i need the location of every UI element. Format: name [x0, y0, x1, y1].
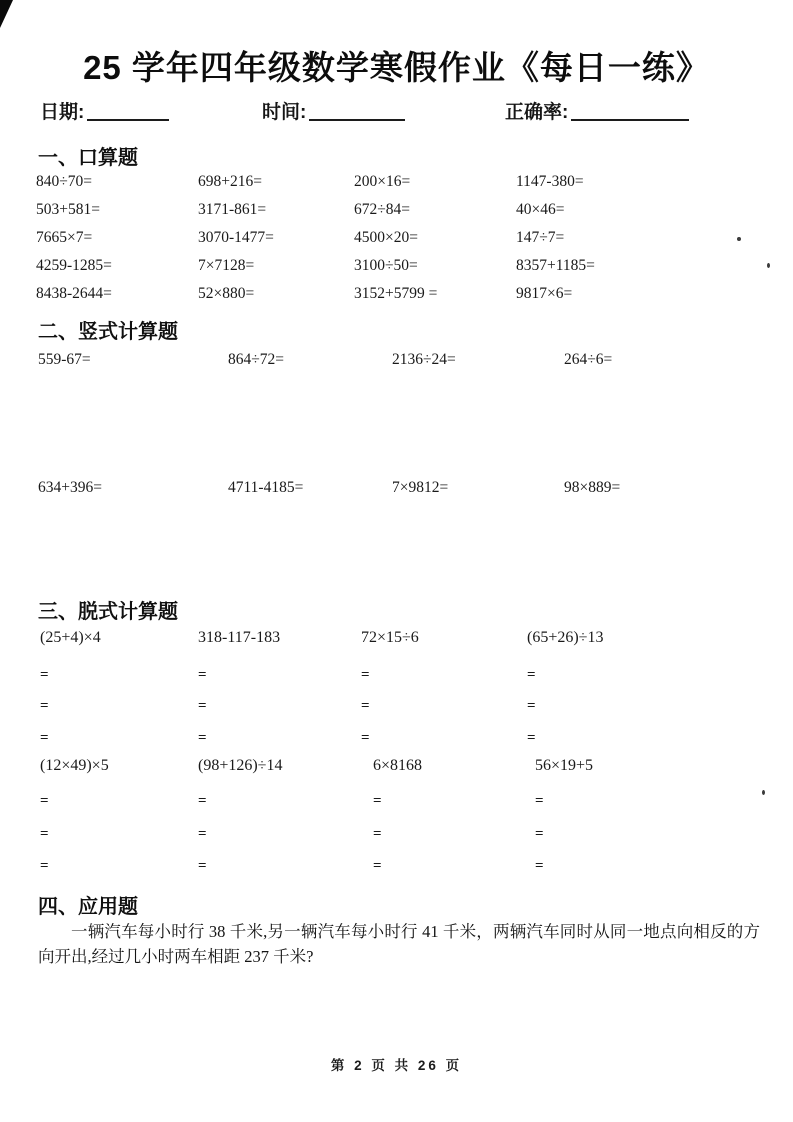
equals-placeholder: = [40, 698, 49, 714]
oral-problem: 8357+1185= [516, 257, 595, 274]
equals-placeholder: = [198, 793, 207, 809]
stepwise-problem: (98+126)÷14 [198, 757, 283, 774]
oral-problem: 9817×6= [516, 285, 573, 302]
equals-placeholder: = [361, 667, 370, 683]
equals-placeholder: = [373, 858, 382, 874]
vertical-problem: 264÷6= [564, 351, 613, 368]
oral-problem: 3070-1477= [198, 229, 274, 246]
equals-placeholder: = [198, 730, 207, 746]
oral-problem: 3171-861= [198, 201, 267, 218]
vertical-problem: 7×9812= [392, 479, 449, 496]
stepwise-problem: 72×15÷6 [361, 629, 419, 646]
vertical-problem: 634+396= [38, 479, 102, 496]
oral-problem: 7665×7= [36, 229, 93, 246]
section-word-problems-heading: 四、应用题 [38, 896, 138, 918]
oral-problem: 8438-2644= [36, 285, 112, 302]
vertical-problems-row [38, 351, 758, 375]
stepwise-problem: (25+4)×4 [40, 629, 101, 646]
equals-placeholder: = [40, 793, 49, 809]
equals-placeholder: = [535, 826, 544, 842]
oral-problem: 672÷84= [354, 201, 410, 218]
equals-placeholder: = [373, 826, 382, 842]
time-field [262, 97, 405, 123]
oral-problem: 503+581= [36, 201, 100, 218]
time-blank [309, 103, 405, 121]
vertical-problem: 98×889= [564, 479, 621, 496]
oral-problem: 7×7128= [198, 257, 255, 274]
equals-placeholder: = [527, 730, 536, 746]
vertical-problem: 4711-4185= [228, 479, 304, 496]
date-field [40, 97, 169, 123]
word-problem-text: 一辆汽车每小时行 38 千米,另一辆汽车每小时行 41 千米，两辆汽车同时从同一地点向相反的方向开出,经过几小时两车相距 237 千米? [38, 922, 760, 966]
page-title: 25 学年四年级数学寒假作业《每日一练》 [83, 49, 710, 86]
oral-problem: 3152+5799 = [354, 285, 438, 302]
vertical-problem: 559-67= [38, 351, 91, 368]
date-label: 日期: [40, 102, 85, 123]
page-footer: 第 2 页 共 26 页 [330, 1058, 463, 1073]
vertical-problems-row [38, 479, 758, 503]
scan-speck [767, 263, 770, 268]
stepwise-problem: (12×49)×5 [40, 757, 109, 774]
oral-problem: 1147-380= [516, 173, 584, 190]
equals-placeholder: = [40, 826, 49, 842]
section-oral-heading: 一、口算题 [38, 147, 138, 169]
equals-placeholder: = [535, 793, 544, 809]
scan-artifact-corner [0, 0, 13, 28]
date-blank [87, 103, 169, 121]
oral-problem: 840÷70= [36, 173, 92, 190]
equals-placeholder: = [40, 730, 49, 746]
section-vertical-heading: 二、竖式计算题 [38, 321, 178, 343]
equals-placeholder: = [40, 858, 49, 874]
equals-placeholder: = [527, 667, 536, 683]
section-stepwise-heading: 三、脱式计算题 [38, 601, 178, 623]
vertical-problem: 2136÷24= [392, 351, 456, 368]
vertical-problem: 864÷72= [228, 351, 284, 368]
oral-problem: 3100÷50= [354, 257, 418, 274]
stepwise-group [40, 629, 758, 762]
equals-placeholder: = [198, 698, 207, 714]
equals-placeholder: = [527, 698, 536, 714]
accuracy-label: 正确率: [505, 102, 569, 123]
equals-placeholder: = [535, 858, 544, 874]
equals-placeholder: = [198, 858, 207, 874]
accuracy-blank [571, 103, 689, 121]
oral-problem: 4259-1285= [36, 257, 112, 274]
equals-placeholder: = [198, 667, 207, 683]
equals-placeholder: = [373, 793, 382, 809]
equals-placeholder: = [361, 730, 370, 746]
stepwise-group [40, 757, 758, 890]
stepwise-problem: 56×19+5 [535, 757, 594, 774]
equals-placeholder: = [40, 667, 49, 683]
oral-problem: 4500×20= [354, 229, 418, 246]
stepwise-problem: 6×8168 [373, 757, 423, 774]
time-label: 时间: [262, 102, 307, 123]
stepwise-problem: (65+26)÷13 [527, 629, 604, 646]
oral-problem: 40×46= [516, 201, 565, 218]
equals-placeholder: = [361, 698, 370, 714]
stepwise-problem: 318-117-183 [198, 629, 281, 646]
oral-problem: 698+216= [198, 173, 262, 190]
oral-problem: 52×880= [198, 285, 255, 302]
accuracy-field [505, 97, 689, 123]
oral-problems-grid [36, 173, 758, 313]
equals-placeholder: = [198, 826, 207, 842]
scan-speck [762, 790, 765, 795]
oral-problem: 147÷7= [516, 229, 565, 246]
oral-problem: 200×16= [354, 173, 411, 190]
